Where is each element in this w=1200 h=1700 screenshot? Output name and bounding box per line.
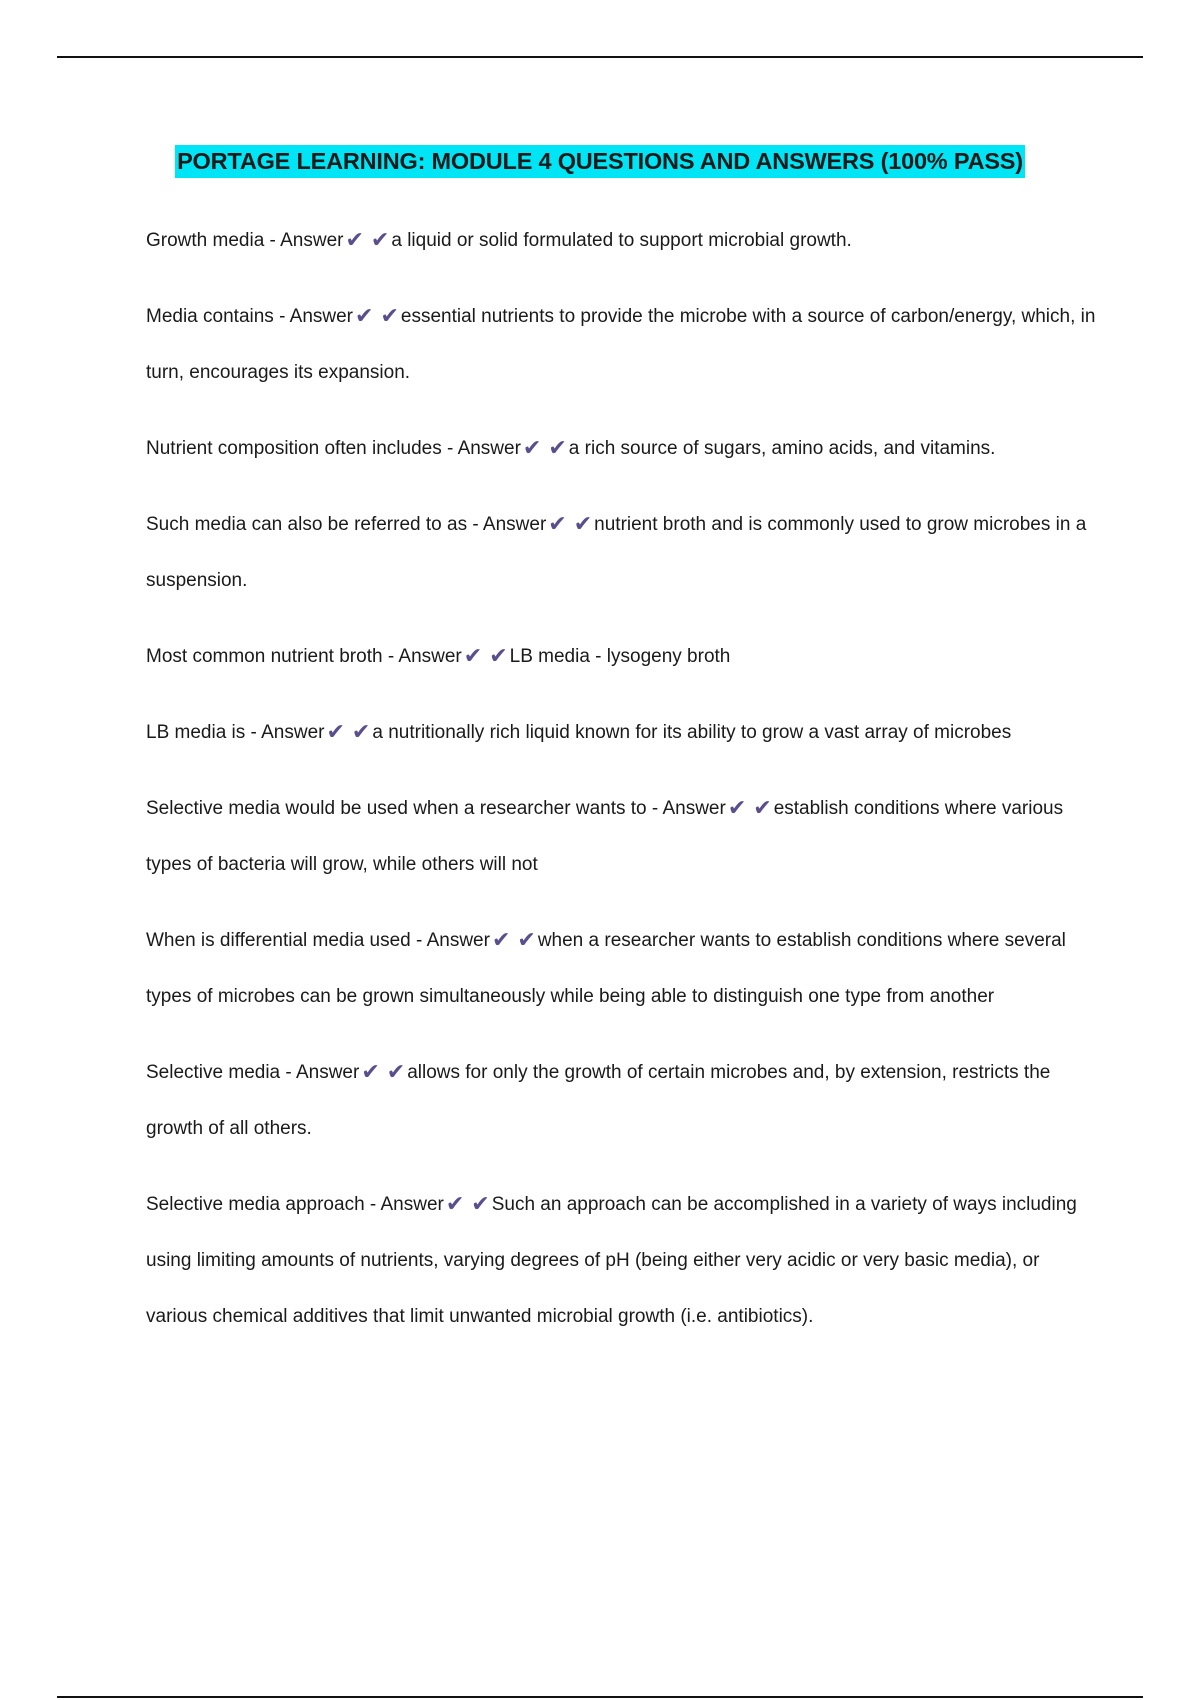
answer-label: Answer — [426, 930, 490, 951]
document-title: PORTAGE LEARNING: MODULE 4 QUESTIONS AND ANSWERS (100% PASS) — [175, 145, 1025, 178]
check-icon: ✔ — [355, 303, 374, 328]
check-icon: ✔ — [386, 1059, 406, 1084]
qa-item — [146, 779, 1096, 893]
qa-item — [146, 495, 1096, 609]
qa-list — [146, 211, 1096, 1363]
qa-item — [146, 287, 1096, 401]
separator: - — [410, 930, 427, 951]
check-icon: ✔ — [463, 643, 483, 668]
check-icon: ✔ — [361, 1059, 380, 1084]
answer-text: establish conditions where various types of bacteria will grow, while others will not — [146, 798, 1064, 875]
separator: - — [441, 438, 458, 459]
question-text: Nutrient composition often includes — [146, 438, 442, 459]
answer-label: Answer — [295, 1062, 360, 1083]
check-icon: ✔ — [491, 927, 511, 952]
answer-label: Answer — [662, 798, 726, 819]
answer-label: Answer — [457, 438, 521, 459]
check-icon: ✔ — [548, 435, 567, 460]
answer-text: a nutritionally rich liquid known for its ability to grow a vast array of microbes — [372, 722, 1012, 743]
separator: - — [245, 722, 262, 743]
question-text: When is differential media used — [146, 930, 411, 951]
check-icon: ✔ — [445, 1191, 465, 1216]
qa-item — [146, 1043, 1096, 1157]
qa-item — [146, 703, 1096, 761]
answer-text: a rich source of sugars, amino acids, and vitamins. — [568, 438, 996, 459]
check-icon: ✔ — [380, 303, 399, 328]
answer-label: Answer — [280, 230, 344, 251]
top-divider — [57, 56, 1143, 58]
check-icon: ✔ — [351, 719, 371, 744]
answer-text: a liquid or solid formulated to support microbial growth. — [391, 230, 852, 251]
answer-text: essential nutrients to provide the microbe with a source of carbon/energy, which, in turn, encourages its expansion. — [146, 306, 1096, 383]
answer-text: nutrient broth and is commonly used to grow microbes in a suspension. — [146, 514, 1087, 591]
question-text: Media contains — [146, 306, 274, 327]
answer-label: Answer — [380, 1194, 444, 1215]
check-icon: ✔ — [753, 795, 772, 820]
check-icon: ✔ — [548, 511, 567, 536]
check-icon: ✔ — [489, 643, 508, 668]
question-text: Most common nutrient broth — [146, 646, 383, 667]
check-icon: ✔ — [517, 927, 536, 952]
question-text: LB media is — [146, 722, 246, 743]
check-icon: ✔ — [573, 511, 593, 536]
separator: - — [646, 798, 663, 819]
check-icon: ✔ — [522, 435, 542, 460]
separator: - — [264, 230, 281, 251]
answer-text: allows for only the growth of certain microbes and, by extension, restricts the growth of all others. — [146, 1062, 1051, 1139]
answer-label: Answer — [482, 514, 547, 535]
question-text: Selective media would be used when a researcher wants to — [146, 798, 647, 819]
qa-item — [146, 419, 1096, 477]
question-text: Growth media — [146, 230, 265, 251]
qa-item — [146, 911, 1096, 1025]
answer-label: Answer — [289, 306, 353, 327]
answer-text: LB media - lysogeny broth — [509, 646, 731, 667]
question-text: Such media can also be referred to as — [146, 514, 468, 535]
separator: - — [382, 646, 399, 667]
answer-text: Such an approach can be accomplished in a variety of ways including using limiting amounts of nutrients, varying degrees of pH (being either very acidic or very basic media), or various chemical additives that limit unwanted microbial growth (i.e. antibiotics). — [146, 1194, 1077, 1327]
qa-item — [146, 211, 1096, 269]
separator: - — [280, 1062, 296, 1083]
qa-item — [146, 627, 1096, 685]
check-icon: ✔ — [727, 795, 747, 820]
separator: - — [273, 306, 290, 327]
answer-text: when a researcher wants to establish conditions where several types of microbes can be grown simultaneously while being able to distinguish one type from another — [146, 930, 1066, 1007]
separator: - — [364, 1194, 381, 1215]
check-icon: ✔ — [326, 719, 345, 744]
check-icon: ✔ — [471, 1191, 490, 1216]
separator: - — [467, 514, 483, 535]
answer-label: Answer — [398, 646, 462, 667]
qa-item — [146, 1175, 1096, 1345]
question-text: Selective media — [146, 1062, 281, 1083]
title-container — [0, 145, 1200, 178]
check-icon: ✔ — [345, 227, 364, 252]
check-icon: ✔ — [370, 227, 390, 252]
answer-label: Answer — [261, 722, 325, 743]
question-text: Selective media approach — [146, 1194, 365, 1215]
bottom-divider — [57, 1696, 1143, 1698]
